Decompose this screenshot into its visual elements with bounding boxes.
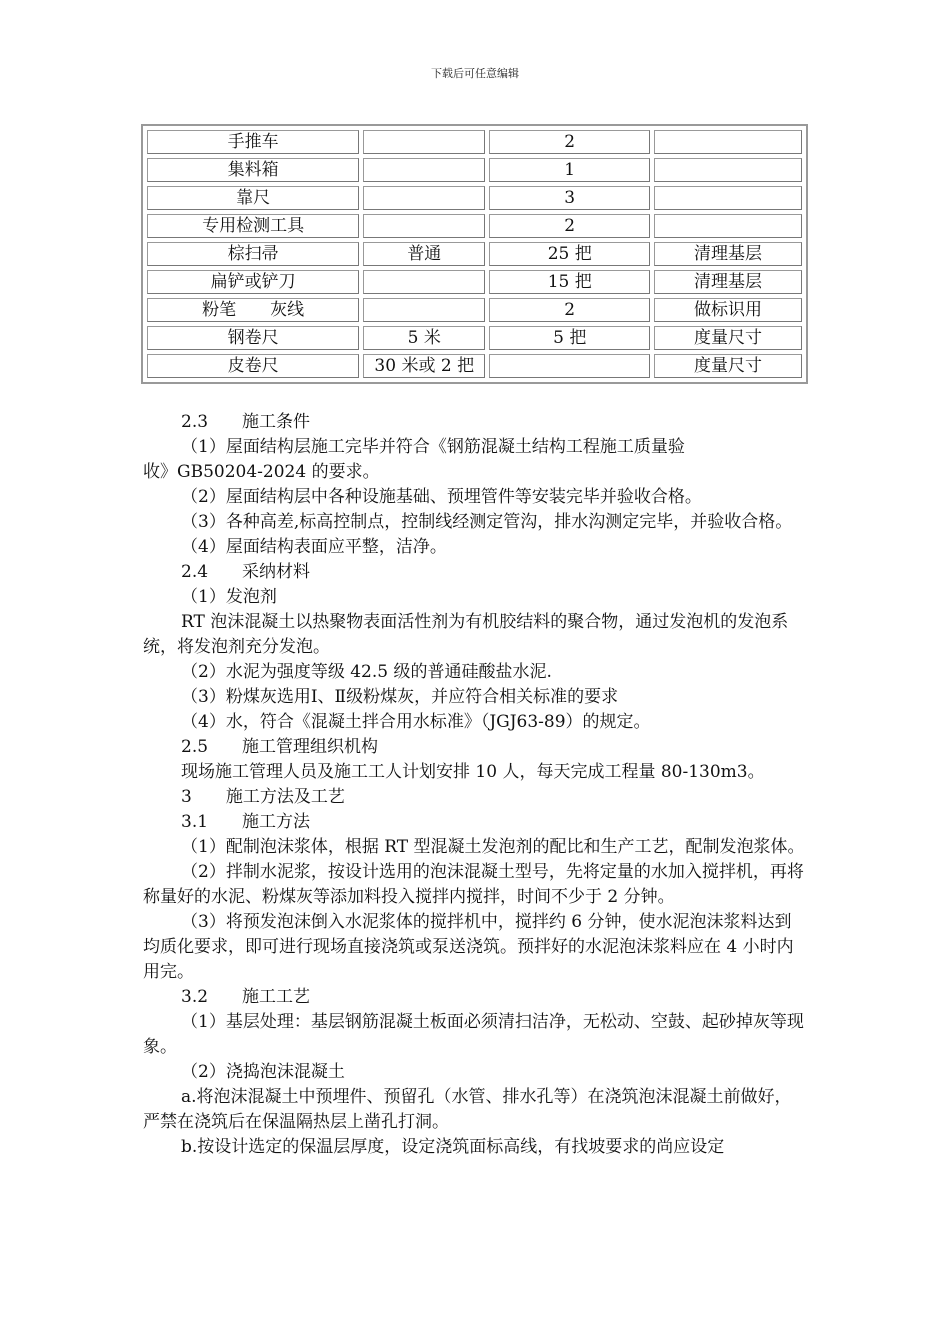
table-cell	[654, 214, 802, 238]
paragraph: （1）基层处理：基层钢筋混凝土板面必须清扫洁净，无松动、空鼓、起砂掉灰等现象。	[143, 1012, 804, 1057]
table-cell: 5 米	[363, 326, 485, 350]
table-cell: 3	[489, 186, 650, 210]
paragraph: （4）水，符合《混凝土拌合用水标准》（JGJ63-89）的规定。	[181, 712, 651, 732]
section-heading: 2.3 施工条件	[181, 412, 311, 432]
paragraph: （4）屋面结构表面应平整，洁净。	[181, 537, 447, 557]
header-watermark: 下载后可任意编辑	[431, 67, 519, 80]
paragraph: （1）发泡剂	[181, 587, 277, 607]
section-heading: 3.2 施工工艺	[181, 987, 311, 1007]
table-cell	[363, 214, 485, 238]
paragraph: RT 泡沫混凝土以热聚物表面活性剂为有机胶结料的聚合物，通过发泡机的发泡系统，将发泡剂充分发泡。	[143, 612, 789, 657]
table-cell	[363, 270, 485, 294]
table-row	[147, 130, 802, 154]
table-cell: 手推车	[147, 130, 359, 154]
paragraph: a.将泡沫混凝土中预埋件、预留孔（水管、排水孔等）在浇筑泡沫混凝土前做好，严禁在浇筑后在保温隔热层上凿孔打洞。	[143, 1087, 792, 1132]
table-cell: 15 把	[489, 270, 650, 294]
table-cell: 2	[489, 298, 650, 322]
paragraph: （1）配制泡沫浆体，根据 RT 型混凝土发泡剂的配比和生产工艺，配制发泡浆体。	[181, 837, 805, 857]
table-cell: 2	[489, 214, 650, 238]
table-cell: 钢卷尺	[147, 326, 359, 350]
paragraph: （3）粉煤灰选用Ⅰ、Ⅱ级粉煤灰，并应符合相关标准的要求	[181, 687, 619, 707]
paragraph: （3）将预发泡沫倒入水泥浆体的搅拌机中，搅拌约 6 分钟，使水泥泡沫浆料达到均质化要求，即可进行现场直接浇筑或泵送浇筑。预拌好的水泥泡沫浆料应在 4 小时内用完。	[143, 912, 794, 982]
table-cell: 扁铲或铲刀	[147, 270, 359, 294]
table-cell	[363, 186, 485, 210]
paragraph: 收》GB50204-2024 的要求。	[143, 462, 380, 482]
table-cell: 2	[489, 130, 650, 154]
section-heading: 2.5 施工管理组织机构	[181, 737, 379, 757]
table-cell: 集料箱	[147, 158, 359, 182]
table-cell	[363, 158, 485, 182]
table-row	[147, 158, 802, 182]
table-row	[147, 326, 802, 350]
table-cell: 度量尺寸	[654, 354, 802, 378]
paragraph: （3）各种高差,标高控制点，控制线经测定管沟，排水沟测定完毕，并验收合格。	[181, 512, 793, 532]
table-cell	[489, 354, 650, 378]
table-cell: 做标识用	[654, 298, 802, 322]
table-cell	[654, 130, 802, 154]
paragraph: （2）屋面结构层中各种设施基础、预埋管件等安装完毕并验收合格。	[181, 487, 702, 507]
paragraph: （2）水泥为强度等级 42.5 级的普通硅酸盐水泥.	[181, 662, 552, 682]
paragraph: （2）浇捣泡沫混凝土	[181, 1062, 345, 1082]
table-row	[147, 186, 802, 210]
table-cell: 1	[489, 158, 650, 182]
table-cell	[363, 298, 485, 322]
table-cell: 30 米或 2 把	[363, 354, 485, 378]
table-cell: 皮卷尺	[147, 354, 359, 378]
table-cell	[363, 130, 485, 154]
table-cell: 靠尺	[147, 186, 359, 210]
table-cell: 粉笔 灰线	[147, 298, 359, 322]
table-cell: 清理基层	[654, 242, 802, 266]
paragraph: 现场施工管理人员及施工工人计划安排 10 人，每天完成工程量 80-130m3。	[181, 762, 765, 782]
table-cell: 普通	[363, 242, 485, 266]
table-row	[147, 242, 802, 266]
table-cell: 清理基层	[654, 270, 802, 294]
table-cell	[654, 158, 802, 182]
table-row	[147, 298, 802, 322]
tools-table	[141, 124, 808, 384]
table-row	[147, 214, 802, 238]
paragraph: （2）拌制水泥浆，按设计选用的泡沫混凝土型号，先将定量的水加入搅拌机，再将称量好的水泥、粉煤灰等添加料投入搅拌内搅拌，时间不少于 2 分钟。	[143, 862, 804, 907]
table-cell: 棕扫帚	[147, 242, 359, 266]
table-cell	[654, 186, 802, 210]
paragraph: b.按设计选定的保温层厚度，设定浇筑面标高线，有找坡要求的尚应设定	[181, 1137, 725, 1157]
section-heading: 3 施工方法及工艺	[181, 787, 345, 807]
table-cell: 度量尺寸	[654, 326, 802, 350]
section-heading: 3.1 施工方法	[181, 812, 311, 832]
table-cell: 5 把	[489, 326, 650, 350]
paragraph: （1）屋面结构层施工完毕并符合《钢筋混凝土结构工程施工质量验	[181, 437, 685, 457]
table-cell: 25 把	[489, 242, 650, 266]
table-row	[147, 270, 802, 294]
table-row	[147, 354, 802, 378]
document-body	[143, 410, 808, 1160]
section-heading: 2.4 采纳材料	[181, 562, 311, 582]
table-cell: 专用检测工具	[147, 214, 359, 238]
